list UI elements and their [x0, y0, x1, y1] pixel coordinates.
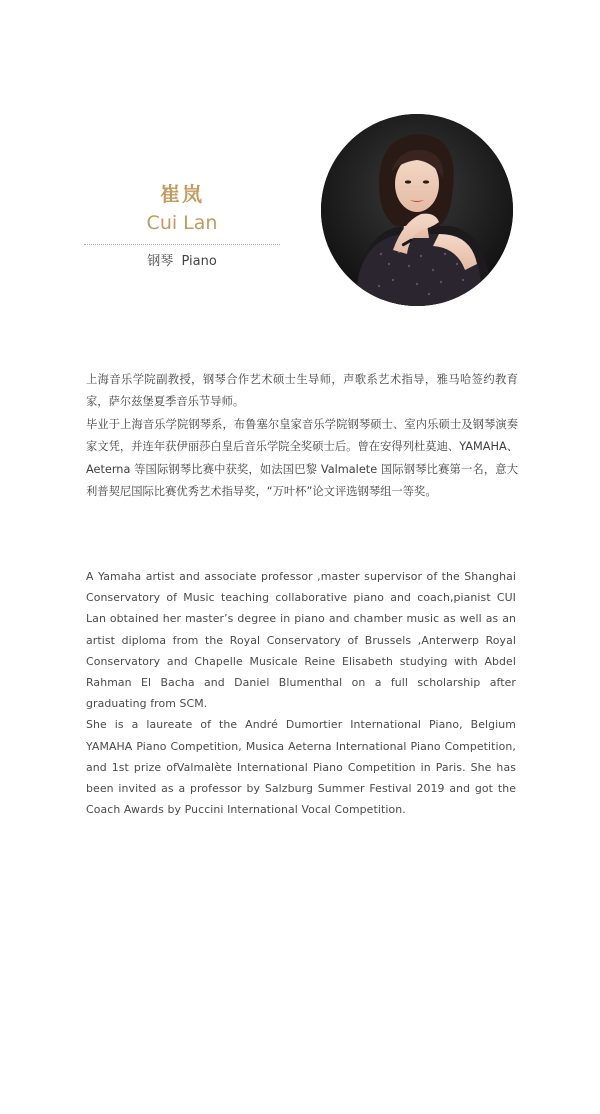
bio-english: [86, 566, 516, 820]
bio-chinese: [86, 369, 518, 503]
bio-zh-paragraph-2: 毕业于上海音乐学院钢琴系，布鲁塞尔皇家音乐学院钢琴硕士、室内乐硕士及钢琴演奏家文凭，并连年获伊丽莎白皇后音乐学院全奖硕士后。曾在安得列杜莫迪、YAMAHA、Aeterna 等国际钢琴比赛中获奖，如法国巴黎 Valmalete 国际钢琴比赛第一名，意大利普契尼国际比赛优秀艺术指导奖，“万叶杯”论文评选钢琴组一等奖。: [86, 417, 518, 499]
instrument-label: 钢琴 Piano: [147, 254, 217, 269]
portrait-illustration: [321, 114, 513, 306]
bio-en-paragraph-2: She is a laureate of the André Dumortier International Piano, Belgium YAMAHA Piano Competition, Musica Aeterna International Piano Competition, and 1st prize ofValmalète International Piano Competition in Paris. She has been invited as a professor by Salzburg Summer Festival 2019 and got the Coach Awards by Puccini International Vocal Competition.: [86, 718, 516, 817]
dotted-divider: [84, 244, 280, 245]
name-english: Cui Lan: [146, 212, 218, 234]
bio-zh-paragraph-1: 上海音乐学院副教授，钢琴合作艺术硕士生导师，声歌系艺术指导，雅马哈签约教育家，萨尔兹堡夏季音乐节导师。: [86, 373, 518, 409]
name-chinese: 崔岚: [160, 182, 204, 206]
portrait-photo: [321, 114, 513, 306]
name-block: [84, 180, 280, 271]
bio-en-paragraph-1: A Yamaha artist and associate professor ,master supervisor of the Shanghai Conservatory of Music teaching collaborative piano and coach,pianist CUI Lan obtained her master’s degree in piano and chamber music as well as an artist diploma from the Royal Conservatory of Brussels ,Anterwerp Royal Conservatory and Chapelle Musicale Reine Elisabeth studying with Abdel Rahman El Bacha and Daniel Blumenthal on a full scholarship after graduating from SCM.: [86, 570, 516, 711]
